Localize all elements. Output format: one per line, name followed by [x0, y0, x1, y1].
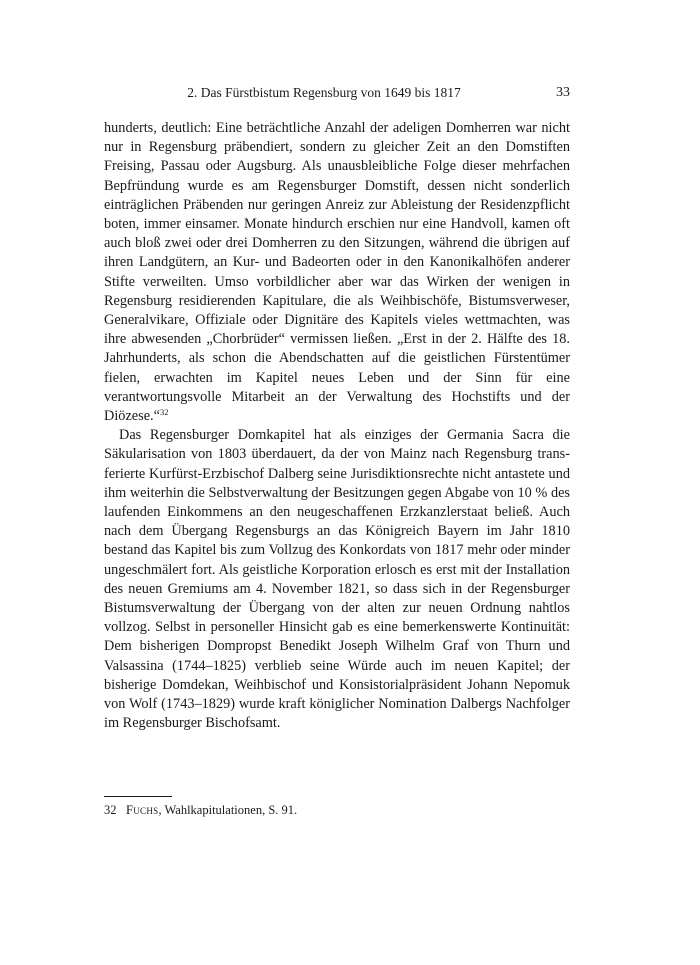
paragraph-1 — [104, 119, 570, 426]
footnote-author: Fuchs — [126, 803, 159, 817]
running-title: 2. Das Fürstbistum Regensburg von 1649 bis 1817 — [187, 85, 461, 100]
main-text — [104, 119, 570, 734]
paragraph-2: Das Regensburger Domkapitel hat als einziges der Germania Sacra die Säkularisation von 1803 überdauert, da der von Mainz nach Regensburg transferierte Kurfürst-Erzbischof Dalberg seine Jurisdiktionsrechte nicht antastete und ihm weiterhin die Selbstverwaltung der Besitzungen gegen Abgabe von 10 % des laufenden Einkommens an den neugeschaffenen Erzkanzlerstaat beließ. Auch nach dem Übergang Regensburgs an das Königreich Bayern im Jahr 1810 bestand das Kapitel bis zum Vollzug des Konkordats von 1817 mehr oder minder ungeschmälert fort. Als geistliche Korporation erlosch es erst mit der Installation des neuen Gremiums am 4. November 1821, so dass sich in der Regensburger Bistumsverwaltung der Übergang von der alten zur neuen Ordnung nahtlos vollzog. Selbst in personeller Hinsicht gab es eine bemerkenswerte Kontinuität: Dem bisherigen Dompropst Benedikt Joseph Wilhelm Graf von Thurn und Valsassina (1744–1825) verblieb seine Würde auch im neuen Kapitel; der bisherige Domdekan, Weihbischof und Konsistorialpräsident Johann Nepomuk von Wolf (1743–1829) wurde kraft königlicher Nomination Dalbergs Nachfolger im Regensburger Bischofsamt. — [104, 427, 570, 732]
footnote-32 — [104, 802, 570, 818]
footnote-reference-32: 32 — [159, 407, 169, 418]
footnote-text: , Wahlkapitulationen, S. 91. — [158, 803, 298, 817]
page-number: 33 — [556, 85, 570, 100]
paragraph-1-text: hunderts, deutlich: Eine beträchtliche Anzahl der adeligen Domherren war nicht nur in Regensburg präbendiert, sondern zu gleicher Zeit an den Domstiften Freising, Passau oder Augsburg. Als unausbleibliche Folge dieser mehrfachen Bepfründung wurde es am Regensburger Domstift, dessen nicht sonderlich einträglichen Präbenden nur geringen Anreiz zur Ableistung der Residenzpflicht boten, immer einsamer. Monate hindurch erschien nur eine Handvoll, kamen oft auch bloß zwei oder drei Domherren zu den Sitzungen, während die übrigen auf ihren Landgütern, an Kur- und Badeorten oder in den Kanonikalhöfen anderer Stifte verweilten. Umso vorbildlicher aber war das Wirken der wenigen in Regensburg residierenden Kapitulare, die als Weihbischöfe, Bistumsverweser, Generalvikare, Offiziale oder Dignitäre des Kapitels vieles wettmachten, was ihre abwesenden „Chorbrüder“ vermissen ließen. „Erst in der 2. Hälfte des 18. Jahrhunderts, als schon die Abendschatten auf die geistlichen Fürstentümer fielen, erwachten im Kapitel neues Leben und der Sinn für eine verantwortungsvolle Mitarbeit an der Verwaltung des Hochstifts und der Diözese.“ — [104, 120, 570, 425]
footnote-separator — [104, 796, 172, 797]
footnote-number: 32 — [104, 803, 117, 817]
